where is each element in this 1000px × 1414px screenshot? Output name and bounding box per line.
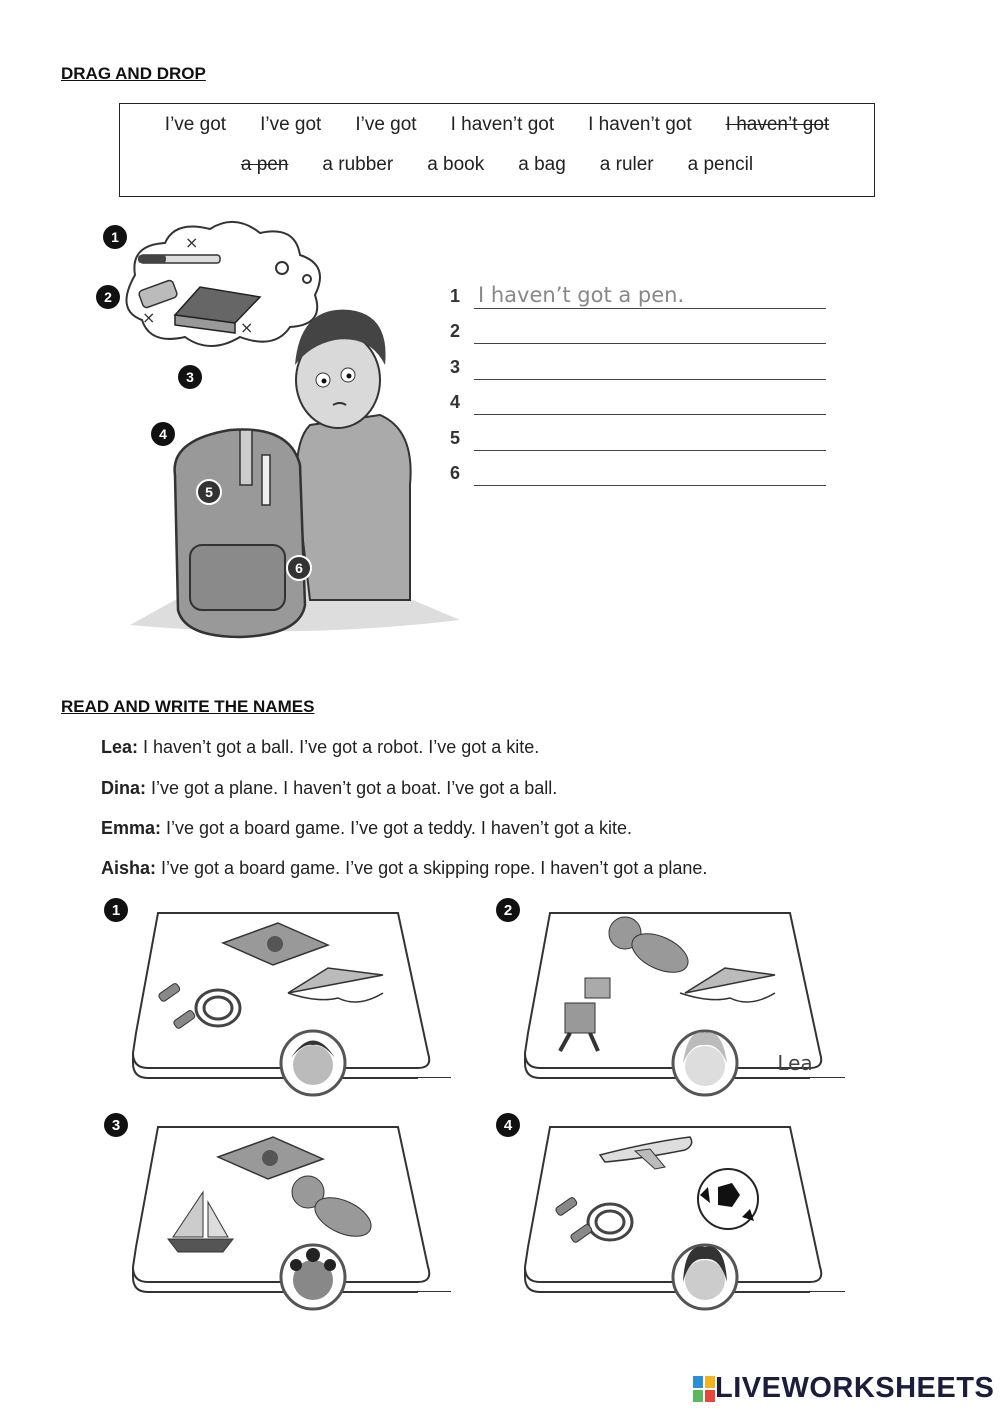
word-chip[interactable]: I’ve got [164, 114, 227, 135]
cross-mark: × [142, 308, 156, 327]
answer-number: 1 [450, 286, 461, 306]
answer-input[interactable] [474, 352, 826, 380]
picture-label: 2 [104, 289, 112, 305]
answer-number: 3 [450, 357, 461, 377]
boy-backpack-illustration [90, 215, 470, 665]
speaker-text: I haven’t got a ball. I’ve got a robot. I’ve got a kite. [138, 737, 540, 757]
answer-input[interactable] [474, 387, 826, 415]
word-chip-used: I haven’t got [725, 114, 830, 135]
reading-line-emma [101, 818, 632, 839]
reading-line-aisha [101, 858, 707, 879]
picture-label: 1 [111, 229, 119, 245]
section-title-drag-and-drop: DRAG AND DROP [61, 64, 206, 83]
panel-2-picture [520, 903, 860, 1118]
name-answer-input[interactable] [351, 1262, 451, 1292]
answer-input[interactable] [474, 281, 826, 309]
answer-number: 4 [450, 392, 461, 412]
liveworksheets-logo [693, 1372, 994, 1405]
name-answer-input[interactable] [351, 1048, 451, 1078]
answer-input[interactable] [474, 458, 826, 486]
girl-avatar [281, 1245, 345, 1309]
girl-avatar [673, 1245, 737, 1309]
word-chip-used: a pen [240, 154, 289, 175]
speaker-name: Emma: [101, 818, 162, 838]
picture-label: 4 [159, 426, 167, 442]
backpack [175, 429, 305, 637]
picture-label: 3 [186, 369, 194, 385]
logo-text: LIVEWORKSHEETS [715, 1372, 995, 1404]
speaker-text: I’ve got a plane. I haven’t got a boat. I’ve got a ball. [146, 778, 558, 798]
name-answer-input[interactable] [745, 1262, 845, 1292]
boy [295, 310, 411, 600]
word-chip[interactable]: a pencil [687, 154, 754, 175]
word-chip[interactable]: I haven’t got [588, 114, 692, 135]
pen-drawing [138, 255, 220, 263]
cross-mark: × [185, 233, 199, 252]
panel-3-picture [128, 1117, 468, 1332]
speaker-name: Aisha: [101, 858, 157, 878]
panel-4-picture [520, 1117, 860, 1332]
word-bank-row-2 [120, 154, 874, 176]
picture-label: 6 [295, 560, 303, 576]
word-chip[interactable]: a book [427, 154, 485, 175]
answer-row [450, 350, 830, 380]
liveworksheets-logo-icon [693, 1376, 715, 1402]
ball-drawing [698, 1169, 758, 1229]
panel-number: 3 [104, 1113, 128, 1137]
speaker-name: Dina: [101, 778, 146, 798]
answer-row [450, 456, 830, 486]
panel-number: 1 [104, 898, 128, 922]
speaker-text: I’ve got a board game. I’ve got a teddy. I haven’t got a kite. [161, 818, 632, 838]
word-bank-row-1 [120, 114, 874, 136]
word-chip[interactable]: I’ve got [355, 114, 417, 135]
answer-number: 2 [450, 321, 461, 341]
answer-number: 5 [450, 428, 461, 448]
name-answer-input[interactable] [745, 1048, 845, 1078]
word-chip[interactable]: I haven’t got [450, 114, 555, 135]
girl-avatar [673, 1031, 737, 1095]
panel-number: 2 [496, 898, 520, 922]
answer-input[interactable] [474, 316, 826, 344]
word-chip[interactable]: a rubber [322, 154, 394, 175]
word-bank [119, 103, 875, 197]
reading-line-lea [101, 737, 539, 758]
speaker-text: I’ve got a board game. I’ve got a skipping rope. I haven’t got a plane. [156, 858, 708, 878]
girl-avatar [281, 1031, 345, 1095]
answer-row [450, 385, 830, 415]
speaker-name: Lea: [101, 737, 139, 757]
picture-label: 5 [205, 484, 213, 500]
answer-row [450, 421, 830, 451]
answer-row [450, 314, 830, 344]
answer-row [450, 279, 830, 309]
answer-input[interactable] [474, 423, 826, 451]
panel-1-picture [128, 903, 468, 1118]
panel-number: 4 [496, 1113, 520, 1137]
cross-mark: × [240, 318, 254, 337]
section-title-read-and-write: READ AND WRITE THE NAMES [61, 697, 315, 716]
panel-table [525, 913, 821, 1068]
word-chip[interactable]: I’ve got [260, 114, 322, 135]
answer-number: 6 [450, 463, 461, 483]
word-chip[interactable]: a bag [518, 154, 566, 175]
reading-line-dina [101, 778, 557, 799]
word-chip[interactable]: a ruler [599, 154, 654, 175]
